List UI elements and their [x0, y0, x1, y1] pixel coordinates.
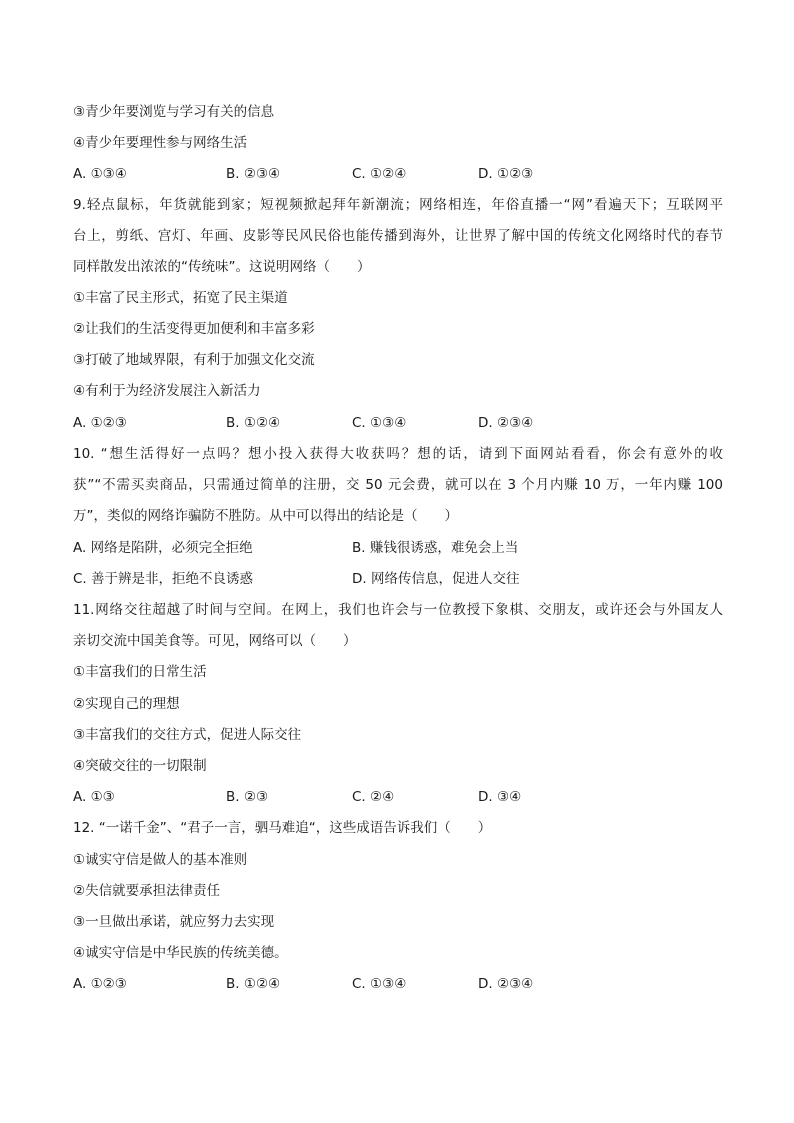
q8-choice-d: D. ①②③	[478, 166, 534, 182]
q11-choice-a: A. ①③	[73, 789, 115, 805]
q12-statement-4: ④诚实守信是中华民族的传统美德。	[73, 945, 288, 961]
q9-statement-2: ②让我们的生活变得更加便利和丰富多彩	[73, 321, 315, 337]
q12-choice-a: A. ①②③	[73, 976, 127, 992]
q10-choice-b: B. 赚钱很诱惑，难免会上当	[352, 540, 519, 556]
q12-statement-3: ③一旦做出承诺，就应努力去实现	[73, 914, 275, 930]
q11-statement-2: ②实现自己的理想	[73, 696, 180, 712]
q11-stem-line-1: 11.网络交往超越了时间与空间。在网上，我们也许会与一位教授下象棋、交朋友，或许还会与外国友人	[73, 602, 723, 618]
q12-statement-1: ①诚实守信是做人的基本准则	[73, 852, 248, 868]
q11-statement-3: ③丰富我们的交往方式，促进人际交往	[73, 727, 302, 743]
q8-statement-4: ④青少年要理性参与网络生活	[73, 135, 248, 151]
q9-choices	[73, 413, 723, 433]
q8-choice-c: C. ①②④	[352, 166, 407, 182]
q10-choice-a: A. 网络是陷阱，必须完全拒绝	[73, 540, 253, 556]
q9-stem-line-1: 9.轻点鼠标，年货就能到家；短视频掀起拜年新潮流；网络相连，年俗直播一“网”看遍天下；互联网平	[73, 197, 723, 213]
q11-choices	[73, 787, 723, 807]
q9-stem-line-2: 台上，剪纸、宫灯、年画、皮影等民风民俗也能传播到海外，让世界了解中国的传统文化网络时代的春节	[73, 228, 723, 244]
q9-statement-1: ①丰富了民主形式，拓宽了民主渠道	[73, 290, 288, 306]
q12-choices	[73, 974, 723, 994]
q12-stem-line-1: 12. “一诺千金”、“君子一言，驷马难追“，这些成语告诉我们（ ）	[73, 820, 492, 836]
q12-statement-2: ②失信就要承担法律责任	[73, 883, 221, 899]
q11-stem-line-2: 亲切交流中国美食等。可见，网络可以（ ）	[73, 633, 357, 649]
q9-choice-d: D. ②③④	[478, 415, 534, 431]
q10-stem-line-2: 获”“不需买卖商品，只需通过简单的注册，交 50 元会费，就可以在 3 个月内赚 10 万，一年内赚 100	[73, 477, 723, 493]
q8-choices	[73, 164, 723, 184]
q11-choice-b: B. ②③	[226, 789, 269, 805]
q12-choice-c: C. ①③④	[352, 976, 407, 992]
q10-choice-c: C. 善于辨是非，拒绝不良诱惑	[73, 571, 254, 587]
q9-choice-a: A. ①②③	[73, 415, 127, 431]
q9-statement-3: ③打破了地域界限，有利于加强文化交流	[73, 352, 315, 368]
q9-stem-line-3: 同样散发出浓浓的“传统味”。这说明网络（ ）	[73, 259, 371, 275]
q10-stem-line-3: 万”，类似的网络诈骗防不胜防。从中可以得出的结论是（ ）	[73, 508, 458, 524]
q10-choices-row-2	[73, 569, 723, 589]
q10-stem-line-1: 10. “想生活得好一点吗？想小投入获得大收获吗？想的话，请到下面网站看看，你会有意外的收	[73, 446, 723, 462]
q9-choice-c: C. ①③④	[352, 415, 407, 431]
q11-choice-c: C. ②④	[352, 789, 395, 805]
q8-statement-3: ③青少年要浏览与学习有关的信息	[73, 104, 275, 120]
q10-choice-d: D. 网络传信息，促进人交往	[352, 571, 520, 587]
q11-statement-4: ④突破交往的一切限制	[73, 758, 207, 774]
q12-choice-b: B. ①②④	[226, 976, 281, 992]
q9-statement-4: ④有利于为经济发展注入新活力	[73, 383, 261, 399]
q12-choice-d: D. ②③④	[478, 976, 534, 992]
q11-statement-1: ①丰富我们的日常生活	[73, 664, 207, 680]
q8-choice-a: A. ①③④	[73, 166, 127, 182]
q10-choices-row-1	[73, 538, 723, 558]
q9-choice-b: B. ①②④	[226, 415, 281, 431]
q8-choice-b: B. ②③④	[226, 166, 281, 182]
q11-choice-d: D. ③④	[478, 789, 522, 805]
